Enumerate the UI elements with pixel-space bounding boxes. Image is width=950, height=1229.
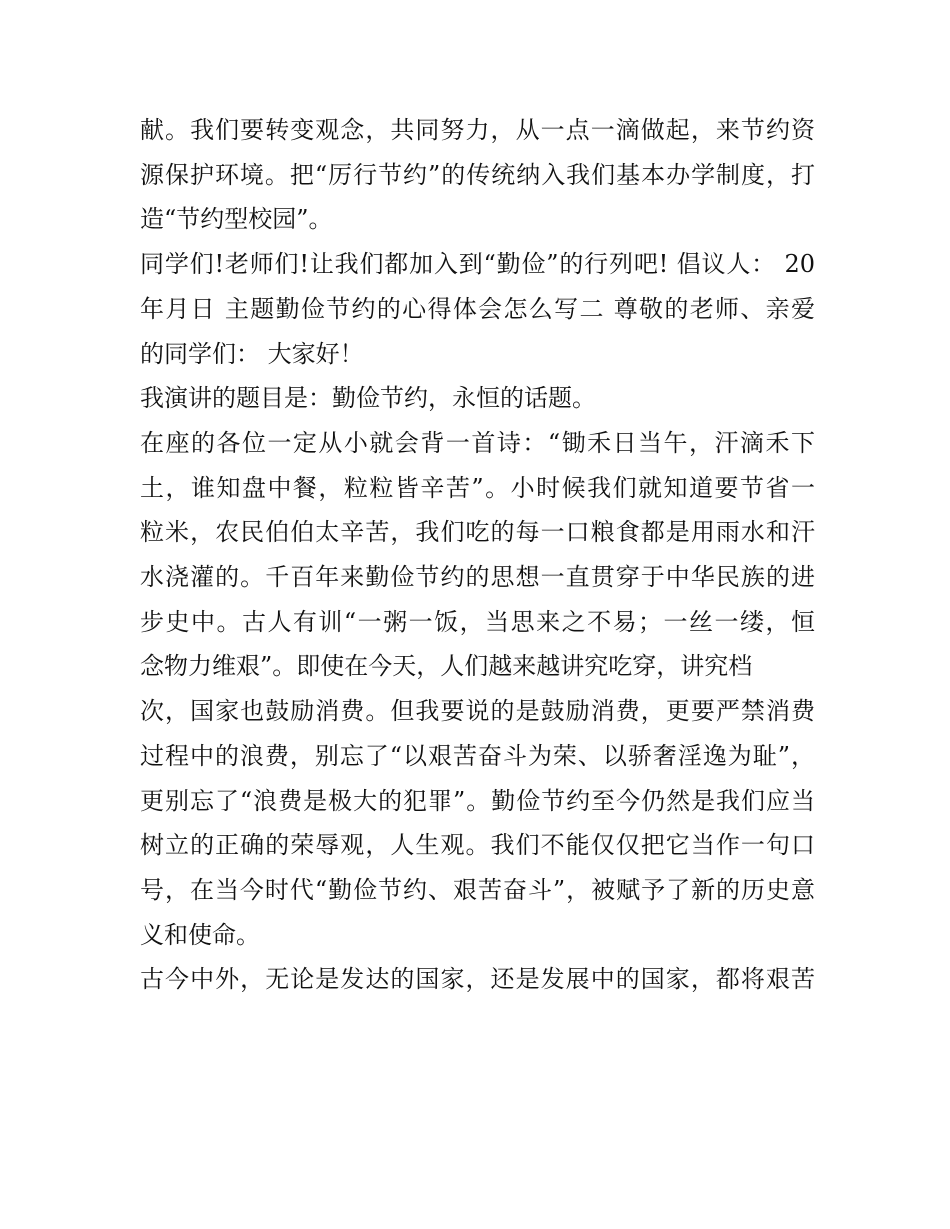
text-line: 步史中。古人有训“一粥一饭，当思来之不易；一丝一缕，恒 xyxy=(140,607,815,636)
text-line: 更别忘了“浪费是极大的犯罪”。勤俭节约至今仍然是我们应当 xyxy=(140,786,815,815)
text-line: 次，国家也鼓励消费。但我要说的是鼓励消费，更要严禁消费 xyxy=(140,697,815,726)
text-line: 在座的各位一定从小就会背一首诗：“锄禾日当午，汗滴禾下 xyxy=(140,428,815,457)
document-body xyxy=(140,108,815,1002)
paragraph-4 xyxy=(140,421,815,957)
text-line: 的同学们： 大家好！ xyxy=(140,339,364,368)
text-line: 同学们!老师们!让我们都加入到“勤俭”的行列吧! 倡议人： 20 xyxy=(140,250,815,279)
text-line: 土，谁知盘中餐，粒粒皆辛苦”。小时候我们就知道要节省一 xyxy=(140,473,815,502)
text-line: 过程中的浪费，别忘了“以艰苦奋斗为荣、以骄奢淫逸为耻”， xyxy=(140,741,815,770)
text-line: 树立的正确的荣辱观，人生观。我们不能仅仅把它当作一句口 xyxy=(140,831,815,860)
paragraph-3 xyxy=(140,376,815,421)
text-line: 献。我们要转变观念，共同努力，从一点一滴做起，来节约资 xyxy=(140,116,815,144)
paragraph-5 xyxy=(140,957,815,1002)
text-line: 古今中外，无论是发达的国家，还是发展中的国家，都将艰苦 xyxy=(140,965,815,994)
text-line: 义和使命。 xyxy=(140,920,260,949)
text-line: 粒米，农民伯伯太辛苦，我们吃的每一口粮食都是用雨水和汗 xyxy=(140,518,815,547)
text-line: 号，在当今时代“勤俭节约、艰苦奋斗”，被赋予了新的历史意 xyxy=(140,875,815,904)
text-line: 我演讲的题目是：勤俭节约，永恒的话题。 xyxy=(140,384,596,413)
text-line: 造“节约型校园”。 xyxy=(140,205,333,234)
paragraph-1 xyxy=(140,108,815,242)
text-line: 念物力维艰”。即使在今天，人们越来越讲究吃穿，讲究档 xyxy=(140,652,753,681)
text-line: 水浇灌的。千百年来勤俭节约的思想一直贯穿于中华民族的进 xyxy=(140,563,815,592)
paragraph-2 xyxy=(140,242,815,376)
text-line: 年月日 主题勤俭节约的心得体会怎么写二 尊敬的老师、亲爱 xyxy=(140,294,815,323)
text-line: 源保护环境。把“厉行节约”的传统纳入我们基本办学制度，打 xyxy=(140,160,815,189)
